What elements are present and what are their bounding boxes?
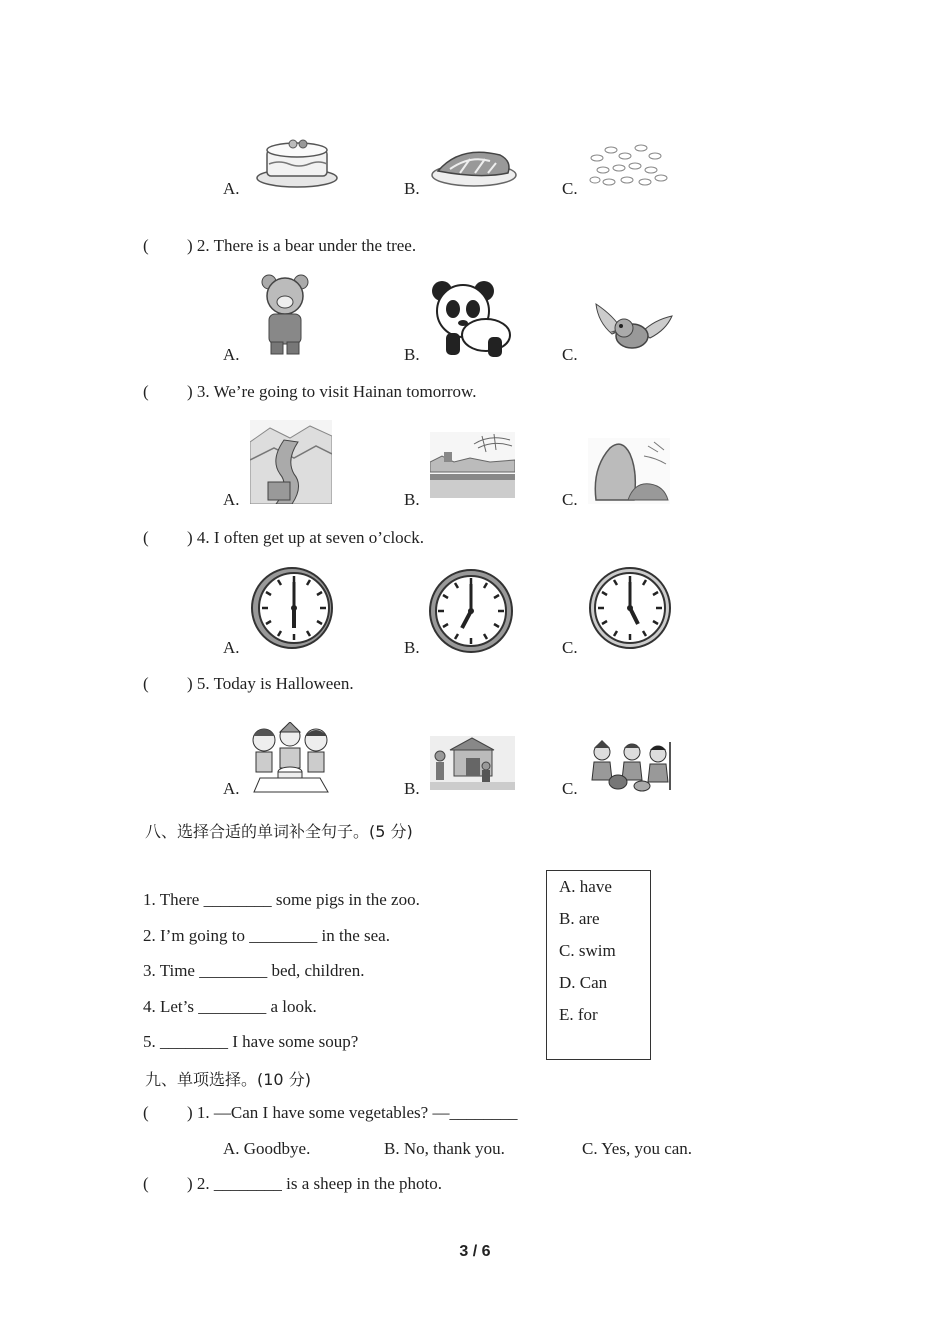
panda-picture <box>428 277 513 359</box>
q2-option-b: B. <box>404 345 420 364</box>
temple-fair-picture <box>430 736 515 790</box>
choice-1-option-a: A. Goodbye. <box>223 1139 311 1158</box>
word-bank-item: C. swim <box>559 941 616 960</box>
clock-six-oclock <box>250 566 334 650</box>
choice-question-2 <box>143 1174 442 1194</box>
question-3 <box>143 382 476 402</box>
q3-option-a: A. <box>223 490 240 509</box>
q4-option-c: C. <box>562 638 578 657</box>
q4-option-a: A. <box>223 638 240 657</box>
question-text: ) 4. I often get up at seven o’clock. <box>187 528 424 547</box>
fish-dish-picture <box>430 143 518 189</box>
q1-option-b: B. <box>404 179 420 198</box>
q5-option-a: A. <box>223 779 240 798</box>
word-bank-item: A. have <box>559 877 612 896</box>
answer-blank[interactable]: ( <box>143 382 149 401</box>
q2-option-c: C. <box>562 345 578 364</box>
birthday-party-picture <box>250 722 332 794</box>
section-8-title: 八、选择合适的单词补全句子。(5 分) <box>145 822 413 841</box>
word-bank-item: D. Can <box>559 973 608 992</box>
fill-sentence-1: 1. There ________ some pigs in the zoo. <box>143 890 420 909</box>
answer-blank[interactable]: ( <box>143 1103 149 1122</box>
fill-sentence-3: 3. Time ________ bed, children. <box>143 961 365 980</box>
rock-beach-picture <box>588 438 670 504</box>
question-4 <box>143 528 424 548</box>
bear-picture <box>255 272 315 358</box>
answer-blank[interactable]: ( <box>143 674 149 693</box>
fill-sentence-2: 2. I’m going to ________ in the sea. <box>143 926 390 945</box>
clock-seven-oclock <box>428 568 514 654</box>
q2-option-a: A. <box>223 345 240 364</box>
question-text: ) 2. ________ is a sheep in the photo. <box>187 1174 442 1193</box>
rice-picture <box>585 138 670 193</box>
question-text: ) 1. —Can I have some vegetables? —________ <box>187 1103 518 1122</box>
q3-option-b: B. <box>404 490 420 509</box>
word-bank-box <box>546 870 651 1060</box>
bird-picture <box>590 298 675 358</box>
question-5 <box>143 674 354 694</box>
word-bank-item: E. for <box>559 1005 598 1024</box>
answer-blank[interactable]: ( <box>143 1174 149 1193</box>
fill-sentence-4: 4. Let’s ________ a look. <box>143 997 317 1016</box>
clock-five-oclock <box>588 566 672 650</box>
answer-blank[interactable]: ( <box>143 236 149 255</box>
fill-sentence-5: 5. ________ I have some soup? <box>143 1032 359 1051</box>
q5-option-c: C. <box>562 779 578 798</box>
cake-picture <box>255 130 340 192</box>
word-bank-item: B. are <box>559 909 600 928</box>
question-text: ) 5. Today is Halloween. <box>187 674 354 693</box>
choice-1-option-b: B. No, thank you. <box>384 1139 505 1158</box>
q4-option-b: B. <box>404 638 420 657</box>
choice-question-1 <box>143 1103 517 1123</box>
q3-option-c: C. <box>562 490 578 509</box>
answer-blank[interactable]: ( <box>143 528 149 547</box>
question-text: ) 2. There is a bear under the tree. <box>187 236 417 255</box>
section-9-title: 九、单项选择。(10 分) <box>145 1070 311 1089</box>
lake-picture <box>430 432 515 498</box>
q1-option-c: C. <box>562 179 578 198</box>
question-2 <box>143 236 416 256</box>
choice-1-option-c: C. Yes, you can. <box>582 1139 693 1158</box>
great-wall-picture <box>250 420 332 504</box>
q1-option-a: A. <box>223 179 240 198</box>
halloween-kids-picture <box>590 740 675 792</box>
q5-option-b: B. <box>404 779 420 798</box>
page-number: 3 / 6 <box>459 1243 491 1260</box>
question-text: ) 3. We’re going to visit Hainan tomorrow. <box>187 382 477 401</box>
